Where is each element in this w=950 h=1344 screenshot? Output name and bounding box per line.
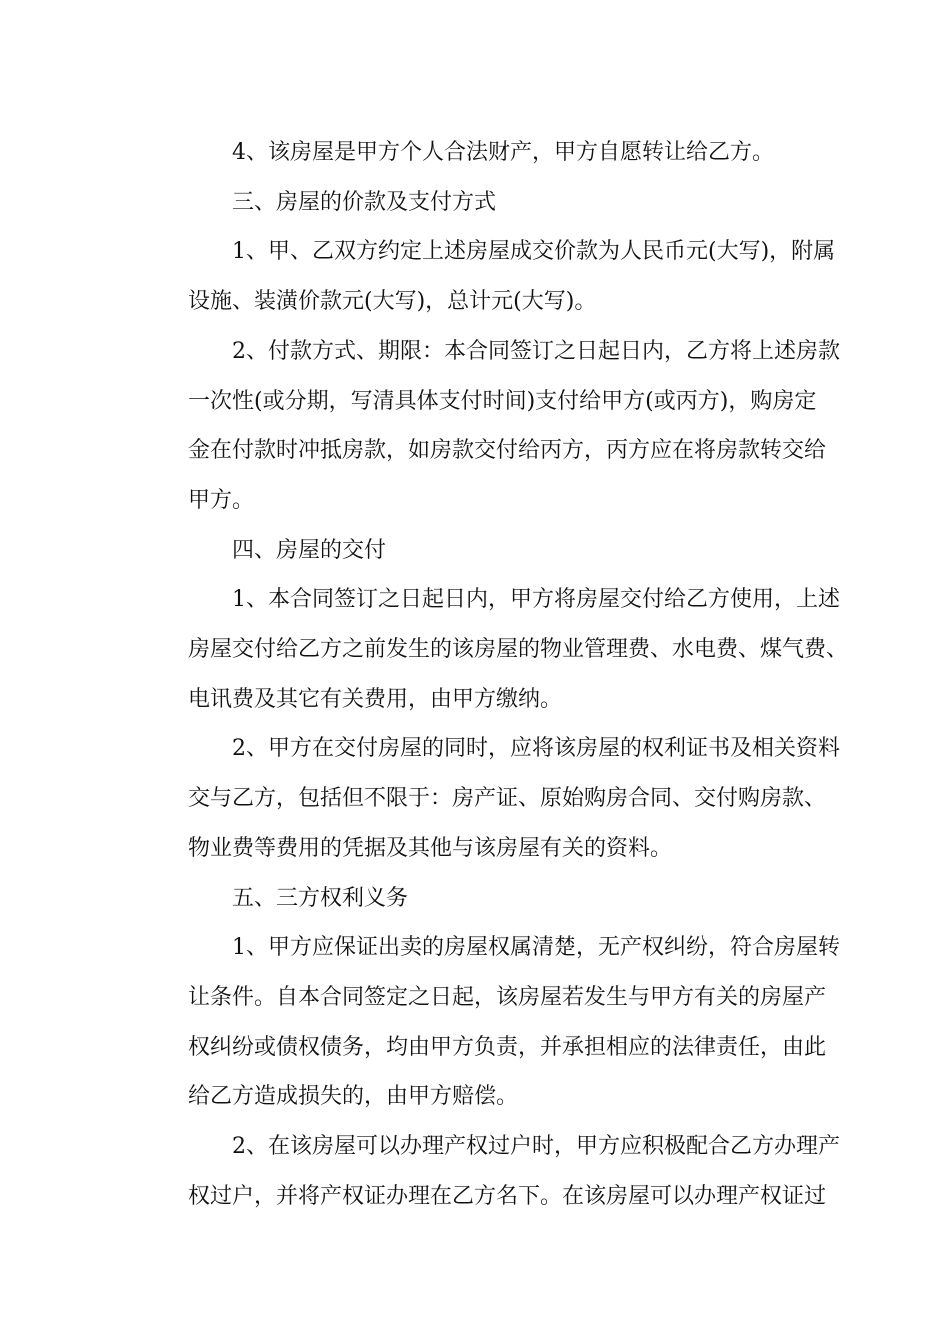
section-heading: 三、房屋的价款及支付方式 — [232, 189, 497, 215]
paragraph-delivery-clause-1 — [144, 575, 849, 724]
document-body — [144, 128, 849, 1221]
paragraph-rights-clause-1 — [144, 923, 840, 1122]
section-heading-price-payment — [144, 178, 808, 228]
text-line: 设施、装潢价款元(大写)，总计元(大写)。 — [188, 289, 597, 315]
text-line: 1、甲、乙双方约定上述房屋成交价款为人民币元(大写)，附属 — [232, 239, 836, 265]
text-line: 1、甲方应保证出卖的房屋权属清楚，无产权纠纷，符合房屋转 — [232, 935, 840, 961]
text-line: 2、付款方式、期限：本合同签订之日起日内，乙方将上述房款 — [232, 338, 840, 364]
paragraph-price-clause-2 — [144, 327, 840, 526]
section-heading-rights-obligations — [144, 874, 808, 924]
text-line: 2、甲方在交付房屋的同时，应将该房屋的权利证书及相关资料 — [232, 736, 840, 762]
section-heading: 四、房屋的交付 — [232, 537, 387, 563]
text-line: 房屋交付给乙方之前发生的该房屋的物业管理费、水电费、煤气费、 — [188, 637, 849, 663]
text-line: 权纠纷或债权债务，均由甲方负责，并承担相应的法律责任，由此 — [188, 1034, 827, 1060]
text-line: 物业费等费用的凭据及其他与该房屋有关的资料。 — [188, 835, 673, 861]
text-line: 1、本合同签订之日起日内，甲方将房屋交付给乙方使用，上述 — [232, 587, 840, 613]
text-line: 2、在该房屋可以办理产权过户时，甲方应积极配合乙方办理产 — [232, 1134, 840, 1160]
text-line: 金在付款时冲抵房款，如房款交付给丙方，丙方应在将房款转交给 — [188, 438, 827, 464]
text-line: 权过户，并将产权证办理在乙方名下。在该房屋可以办理产权证过 — [188, 1183, 827, 1209]
text-line: 让条件。自本合同签定之日起，该房屋若发生与甲方有关的房屋产 — [188, 984, 827, 1010]
text-line: 电讯费及其它有关费用，由甲方缴纳。 — [188, 686, 563, 712]
text-line: 4、该房屋是甲方个人合法财产，甲方自愿转让给乙方。 — [232, 140, 774, 165]
text-line: 甲方。 — [188, 487, 255, 513]
paragraph-delivery-clause-2 — [144, 724, 840, 873]
text-line: 一次性(或分期，写清具体支付时间)支付给甲方(或丙方)，购房定 — [188, 388, 817, 414]
section-heading-delivery — [144, 526, 808, 576]
section-heading: 五、三方权利义务 — [232, 885, 409, 911]
paragraph-price-clause-1 — [144, 227, 836, 326]
text-line: 交与乙方，包括但不限于：房产证、原始购房合同、交付购房款、 — [188, 786, 827, 812]
paragraph-clause-4-ownership — [144, 128, 808, 178]
paragraph-rights-clause-2 — [144, 1122, 840, 1221]
text-line: 给乙方造成损失的，由甲方赔偿。 — [188, 1084, 519, 1110]
